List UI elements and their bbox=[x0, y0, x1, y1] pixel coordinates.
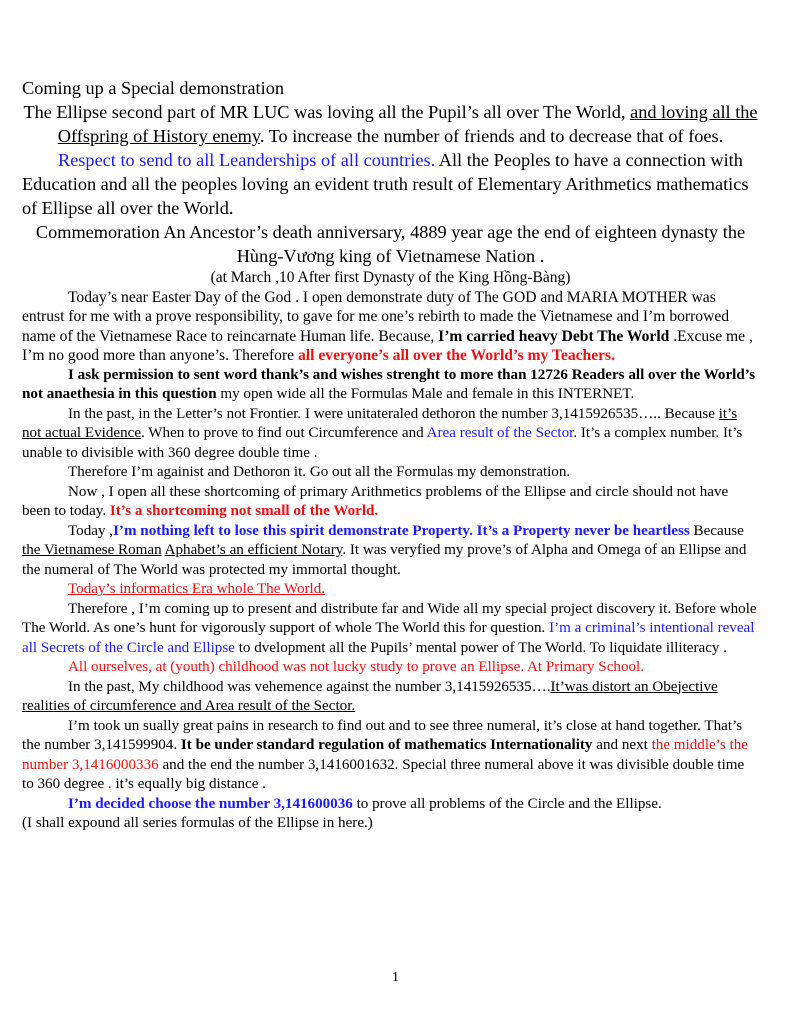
paragraph-property bbox=[22, 522, 759, 581]
paragraph-decision bbox=[22, 795, 759, 815]
text: . It was veryfied my prove’s of Alpha and Omega of an Ellipse and the numeral of The World was protected my immortal thought. bbox=[22, 542, 747, 578]
bold-text: It be under standard regulation of mathematics Internationality bbox=[180, 737, 593, 753]
paragraph-respect bbox=[22, 148, 759, 220]
text: Today , bbox=[68, 522, 114, 539]
paragraph-past-childhood bbox=[22, 678, 759, 717]
paragraph-expound: (I shall expound all series formulas of the Ellipse in here.) bbox=[22, 815, 373, 831]
text: my open wide all the Formulas Male and female in this INTERNET. bbox=[216, 386, 635, 402]
paragraph-shortcoming bbox=[22, 483, 759, 522]
paragraph-date-note: (at March ,10 After first Dynasty of the King Hồng-Bàng) bbox=[210, 269, 571, 286]
red-bold-text: all everyone’s all over the World’s my Teachers. bbox=[297, 347, 616, 364]
paragraph-childhood-red: All ourselves, at (youth) childhood was not lucky study to prove an Ellipse. At Primary School. bbox=[68, 659, 645, 675]
text: Therefore , I’m coming up to present and distribute far and Wide all my special project discovery it. Before whole The World. As one’s hunt for vigorously support of whole The World this for question. bbox=[22, 600, 757, 636]
underlined-text: it’s not actual Evidence bbox=[22, 405, 738, 441]
blue-text: Area result of the Sector bbox=[426, 425, 574, 441]
text: and the end the number 3,1416001632. Special three numeral above it was divisible double time to 360 degree . it’s equally big distance . bbox=[22, 756, 745, 792]
text: All the Peoples to have a connection with Education and all the peoples loving an evident truth result of Elementary Arithmetics mathematics of Ellipse all over the World. bbox=[22, 150, 749, 218]
paragraph-past-letter bbox=[22, 405, 759, 464]
red-text: the middle’s the number 3,1416000336 bbox=[22, 737, 749, 773]
text: and next bbox=[592, 737, 652, 753]
underlined-text: It’was distort an Obejective realities of circumference and Area result of the Sector. bbox=[22, 678, 718, 714]
paragraph-ellipse-intro bbox=[22, 100, 759, 148]
text: The Ellipse second part of MR LUC was loving all the Pupil’s all over The World, bbox=[23, 102, 626, 122]
underlined-text: the Vietnamese Roman bbox=[22, 542, 162, 558]
paragraph-research bbox=[22, 717, 759, 795]
paragraph-distribute bbox=[22, 600, 759, 659]
text: . To increase the number of friends and to decrease that of foes. bbox=[259, 126, 724, 146]
text: In the past, My childhood was vehemence against the number 3,1415926535…. bbox=[68, 678, 551, 695]
text: . When to prove to find out Circumference and bbox=[141, 425, 427, 441]
underlined-text: and loving all the Offspring of History enemy bbox=[57, 102, 758, 146]
blue-bold-text: I’m decided choose the number 3,141600036 bbox=[68, 795, 353, 812]
text: to dvelopment all the Pupils’ mental power of The World. To liquidate illiteracy . bbox=[234, 639, 728, 656]
paragraph-commemoration: Commemoration An Ancestor’s death anniversary, 4889 year age the end of eighteen dynasty the Hùng-Vương king of Vietnamese Nation . bbox=[35, 222, 746, 266]
blue-text: Respect to send to all Leanderships of all countries. bbox=[58, 150, 436, 170]
blue-bold-text: I’m nothing left to lose this spirit demonstrate Property. It’s a Property never be heartless bbox=[113, 522, 690, 539]
red-underlined-text: Today’s informatics Era whole The World. bbox=[68, 581, 326, 597]
red-bold-text: It’s a shortcoming not small of the World. bbox=[109, 503, 379, 519]
paragraph-informatics bbox=[22, 580, 759, 600]
blue-text: I’m a criminal’s intentional reveal all Secrets of the Circle and Ellipse bbox=[22, 620, 755, 656]
text: to prove all problems of the Circle and the Ellipse. bbox=[352, 795, 662, 812]
text: .Excuse me , I’m no good more than anyone’s. Therefore bbox=[22, 327, 753, 364]
paragraph-easter bbox=[22, 288, 759, 366]
text: Because bbox=[689, 522, 744, 539]
paragraph-therefore: Therefore I’m againist and Dethoron it. Go out all the Formulas my demonstration. bbox=[68, 464, 571, 480]
bold-text: I’m carried heavy Debt The World bbox=[438, 327, 670, 345]
text: In the past, in the Letter’s not Frontier. I were unitateraled dethoron the number 3,1415926535….. Because bbox=[68, 405, 719, 422]
bold-text: I ask permission to sent word thank’s and wishes strenght to more than 12726 Readers all over the World’s not anaethesia in this question bbox=[22, 366, 756, 402]
underlined-text: Aphabet’s an efficient Notary bbox=[164, 542, 343, 558]
page-number: 1 bbox=[392, 970, 399, 985]
document-body bbox=[22, 76, 759, 834]
paragraph-thanks bbox=[22, 366, 759, 405]
text: Now , I open all these shortcoming of primary Arithmetics problems of the Ellipse and circle should not have been to today. bbox=[22, 483, 729, 519]
text: Today’s near Easter Day of the God . I open demonstrate duty of The GOD and MARIA MOTHER was entrust for me with a prove responsibility, to gave for me one’s rebirth to made the Vietnamese and I’m borrowed name of the Vietnamese Race to reincarnate Human life. Because, bbox=[22, 288, 730, 345]
text: I’m took un sually great pains in research to find out and to see three numeral, it’s close at hand together. That’s the number 3,141599904. bbox=[22, 717, 743, 753]
text: . It’s a complex number. It’s unable to divisible with 360 degree double time . bbox=[22, 425, 743, 461]
heading: Coming up a Special demonstration bbox=[22, 78, 284, 98]
